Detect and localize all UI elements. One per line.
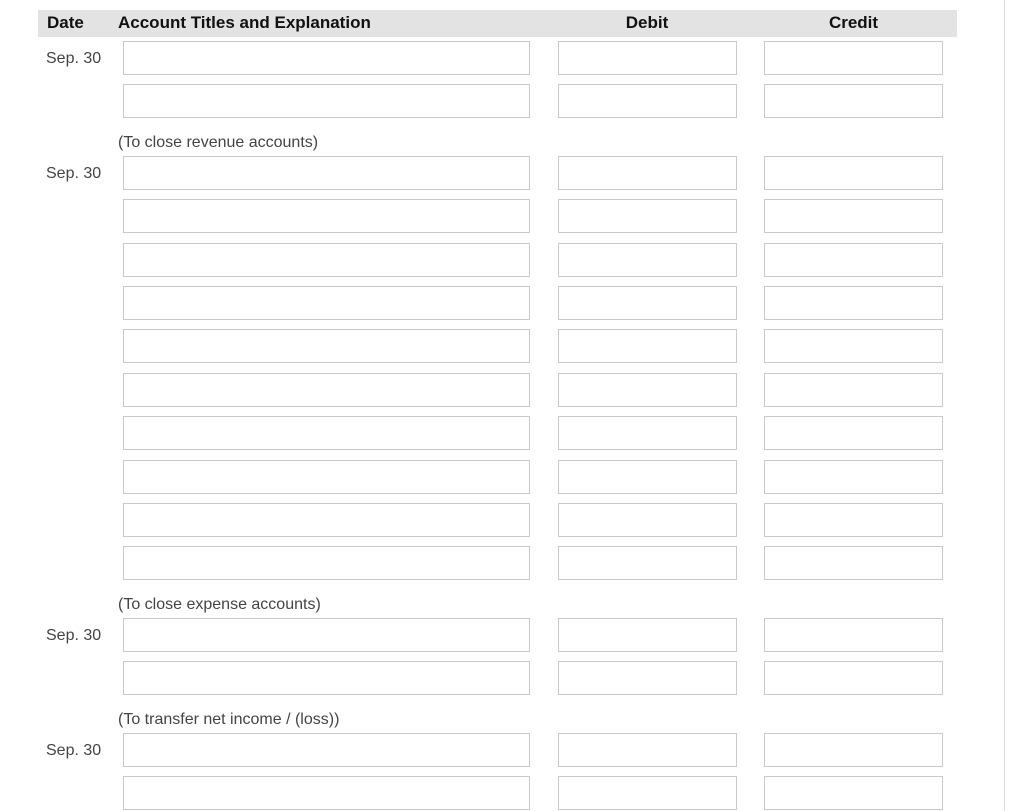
debit-amount-input[interactable] bbox=[558, 618, 737, 652]
debit-amount-input[interactable] bbox=[558, 329, 737, 363]
debit-amount-input[interactable] bbox=[558, 243, 737, 277]
credit-amount-input[interactable] bbox=[764, 41, 943, 75]
debit-amount-input[interactable] bbox=[558, 156, 737, 190]
account-title-input[interactable] bbox=[123, 661, 530, 695]
debit-amount-input[interactable] bbox=[558, 733, 737, 767]
debit-amount-input[interactable] bbox=[558, 661, 737, 695]
credit-amount-input[interactable] bbox=[764, 329, 943, 363]
credit-amount-input[interactable] bbox=[764, 776, 943, 810]
credit-amount-input[interactable] bbox=[764, 503, 943, 537]
debit-amount-input[interactable] bbox=[558, 84, 737, 118]
credit-amount-input[interactable] bbox=[764, 416, 943, 450]
account-title-input[interactable] bbox=[123, 733, 530, 767]
account-title-input[interactable] bbox=[123, 41, 530, 75]
credit-amount-input[interactable] bbox=[764, 661, 943, 695]
entry-date: Sep. 30 bbox=[46, 741, 102, 759]
account-title-input[interactable] bbox=[123, 776, 530, 810]
credit-amount-input[interactable] bbox=[764, 286, 943, 320]
credit-amount-input[interactable] bbox=[764, 618, 943, 652]
credit-amount-input[interactable] bbox=[764, 243, 943, 277]
credit-amount-input[interactable] bbox=[764, 460, 943, 494]
credit-amount-input[interactable] bbox=[764, 199, 943, 233]
debit-amount-input[interactable] bbox=[558, 460, 737, 494]
credit-amount-input[interactable] bbox=[764, 546, 943, 580]
account-title-input[interactable] bbox=[123, 546, 530, 580]
account-title-input[interactable] bbox=[123, 156, 530, 190]
credit-amount-input[interactable] bbox=[764, 373, 943, 407]
credit-amount-input[interactable] bbox=[764, 156, 943, 190]
account-title-input[interactable] bbox=[123, 199, 530, 233]
debit-amount-input[interactable] bbox=[558, 286, 737, 320]
entry-date: Sep. 30 bbox=[46, 626, 102, 644]
account-title-input[interactable] bbox=[123, 416, 530, 450]
credit-amount-input[interactable] bbox=[764, 733, 943, 767]
header-date: Date bbox=[47, 13, 84, 32]
entry-explanation: (To close expense accounts) bbox=[118, 596, 321, 613]
account-title-input[interactable] bbox=[123, 460, 530, 494]
debit-amount-input[interactable] bbox=[558, 416, 737, 450]
debit-amount-input[interactable] bbox=[558, 199, 737, 233]
header-credit: Credit bbox=[828, 13, 879, 32]
header-debit: Debit bbox=[625, 13, 669, 32]
account-title-input[interactable] bbox=[123, 618, 530, 652]
account-title-input[interactable] bbox=[123, 329, 530, 363]
debit-amount-input[interactable] bbox=[558, 373, 737, 407]
entry-explanation: (To transfer net income / (loss)) bbox=[118, 711, 340, 728]
account-title-input[interactable] bbox=[123, 84, 530, 118]
entry-date: Sep. 30 bbox=[46, 164, 102, 182]
debit-amount-input[interactable] bbox=[558, 776, 737, 810]
entry-date: Sep. 30 bbox=[46, 50, 102, 67]
account-title-input[interactable] bbox=[123, 286, 530, 320]
entry-explanation: (To close revenue accounts) bbox=[118, 134, 319, 151]
debit-amount-input[interactable] bbox=[558, 503, 737, 537]
account-title-input[interactable] bbox=[123, 503, 530, 537]
credit-amount-input[interactable] bbox=[764, 84, 943, 118]
header-account-titles: Account Titles and Explanation bbox=[118, 13, 371, 32]
account-title-input[interactable] bbox=[123, 373, 530, 407]
debit-amount-input[interactable] bbox=[558, 41, 737, 75]
account-title-input[interactable] bbox=[123, 243, 530, 277]
debit-amount-input[interactable] bbox=[558, 546, 737, 580]
page-right-border bbox=[1004, 0, 1005, 811]
